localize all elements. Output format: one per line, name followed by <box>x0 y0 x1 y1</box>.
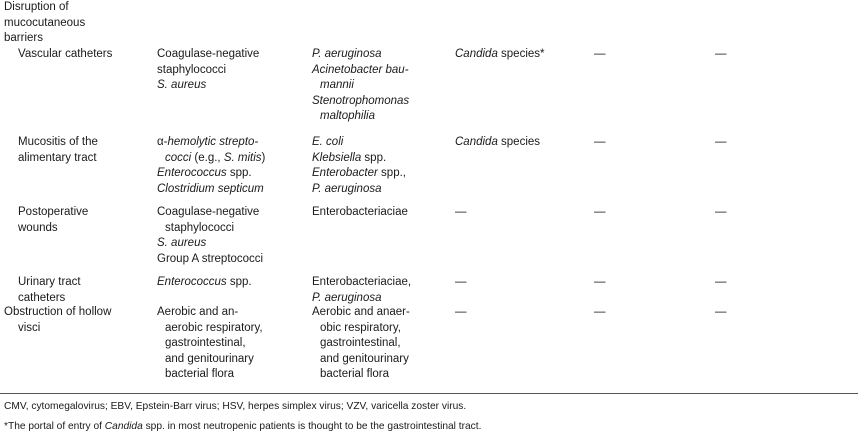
cell-italic: S. mitis <box>223 151 262 164</box>
fungi-cell <box>455 47 595 63</box>
dash-cell <box>715 205 735 221</box>
dash-cell <box>594 305 614 321</box>
cell-text: ) <box>261 151 266 164</box>
cell-text: species* <box>497 48 545 60</box>
gram-positive-cell <box>157 47 307 94</box>
gram-negative-cell <box>312 275 448 306</box>
dash: — <box>715 136 727 148</box>
cell-line: and genitourinary <box>165 352 254 365</box>
cell-italic: Klebsiella <box>312 151 362 164</box>
dash-cell <box>455 205 595 221</box>
cell-italic: Enterococcus <box>157 276 227 288</box>
cell-text: α- <box>157 136 168 148</box>
cell-line: Clostridium septicum <box>157 182 264 195</box>
dash-cell <box>715 135 735 151</box>
cell-line: Acinetobacter bau- <box>312 63 409 76</box>
dash-cell <box>455 275 595 291</box>
cell-text: spp. <box>226 167 252 180</box>
cell-line: P. aeruginosa <box>312 48 382 60</box>
row-label <box>18 275 148 306</box>
gram-positive-cell <box>157 305 307 383</box>
dash: — <box>455 206 467 218</box>
footnote-text: spp. in most neutropenic patients is thought to be the gastrointestinal tract. <box>142 421 482 432</box>
cell-text: spp. <box>226 276 252 288</box>
row-label <box>18 205 148 236</box>
footnote-italic: Candida <box>104 421 143 432</box>
row-label <box>4 305 150 336</box>
cell-line: gastrointestinal, <box>165 337 246 350</box>
footnote-text: *The portal of entry of <box>4 421 105 432</box>
dash: — <box>455 306 467 318</box>
cell-italic: Enterobacter <box>312 167 378 180</box>
cell-line: Group A streptococci <box>157 252 264 265</box>
row-label <box>18 47 148 63</box>
cell-italic: Candida <box>455 48 498 60</box>
cell-line: E. coli <box>312 136 344 148</box>
dash: — <box>715 48 727 60</box>
gram-positive-cell <box>157 205 307 267</box>
cell-line: Enterobacteriaciae, <box>312 276 412 288</box>
cell-line: S. aureus <box>157 237 207 250</box>
dash-cell <box>594 135 614 151</box>
cell-line: Aerobic and anaer- <box>312 306 410 318</box>
row-label-text: Urinary tract <box>18 276 81 288</box>
dash: — <box>594 136 606 148</box>
dash: — <box>715 206 727 218</box>
cell-italic: Enterococcus <box>157 167 227 180</box>
cell-line: staphylococci <box>157 63 227 76</box>
cell-line: Coagulase-negative <box>157 206 260 218</box>
cell-line: bacterial flora <box>165 368 235 381</box>
row-label-text: alimentary tract <box>18 151 97 164</box>
cell-line: Enterobacteriaciae <box>312 206 408 218</box>
cell-text: spp. <box>361 151 387 164</box>
dash: — <box>594 206 606 218</box>
cell-line: Aerobic and an- <box>157 306 239 318</box>
cell-line: maltophilia <box>320 110 375 123</box>
dash-cell <box>455 305 595 321</box>
dash: — <box>594 48 606 60</box>
dash: — <box>455 276 467 288</box>
dash: — <box>715 276 727 288</box>
row-label-text: catheters <box>18 291 66 304</box>
dash: — <box>594 306 606 318</box>
cell-italic: cocci <box>165 151 192 164</box>
cell-line: Stenotrophomonas <box>312 94 410 107</box>
footnote-candida <box>4 420 481 433</box>
footnote-abbreviations: CMV, cytomegalovirus; EBV, Epstein-Barr virus; HSV, herpes simplex virus; VZV, varicella zoster virus. <box>4 401 467 412</box>
cell-italic: hemolytic strepto- <box>167 136 259 148</box>
dash-cell <box>594 275 614 291</box>
heading-line: mucocutaneous <box>4 16 86 29</box>
dash: — <box>594 276 606 288</box>
dash-cell <box>715 305 735 321</box>
gram-positive-cell <box>157 135 307 197</box>
cell-line: P. aeruginosa <box>312 182 382 195</box>
fungi-cell <box>455 135 595 151</box>
cell-line: staphylococci <box>165 221 235 234</box>
row-label-text: Mucositis of the <box>18 136 98 148</box>
cell-line: S. aureus <box>157 79 207 92</box>
row-label-text: Obstruction of hollow <box>4 306 112 318</box>
section-heading <box>4 0 144 47</box>
dash-cell <box>594 47 614 63</box>
cell-line: bacterial flora <box>320 368 390 381</box>
row-label-text: wounds <box>18 221 58 234</box>
heading-line: Disruption of <box>4 1 69 13</box>
cell-line: P. aeruginosa <box>312 291 382 304</box>
cell-text: (e.g., <box>191 151 224 164</box>
gram-negative-cell <box>312 205 448 221</box>
cell-line: obic respiratory, <box>320 321 401 334</box>
gram-negative-cell <box>312 305 448 383</box>
gram-positive-cell <box>157 275 307 291</box>
dash-cell <box>594 205 614 221</box>
cell-line: mannii <box>320 79 354 92</box>
row-label-text: visci <box>18 321 41 334</box>
cell-italic: Candida <box>455 136 498 148</box>
cell-line: and genitourinary <box>320 352 409 365</box>
heading-line: barriers <box>4 32 43 45</box>
gram-negative-cell <box>312 135 448 197</box>
dash: — <box>715 306 727 318</box>
cell-line: gastrointestinal, <box>320 337 401 350</box>
row-label-text: Vascular catheters <box>18 48 113 60</box>
row-label-text: Postoperative <box>18 206 89 218</box>
dash-cell <box>715 47 735 63</box>
dash-cell <box>715 275 735 291</box>
cell-text: spp., <box>377 167 406 180</box>
table-bottom-rule <box>0 393 858 394</box>
cell-line: aerobic respiratory, <box>165 321 263 334</box>
row-label <box>18 135 148 166</box>
cell-text: species <box>497 136 541 148</box>
gram-negative-cell <box>312 47 448 125</box>
cell-line: Coagulase-negative <box>157 48 260 60</box>
